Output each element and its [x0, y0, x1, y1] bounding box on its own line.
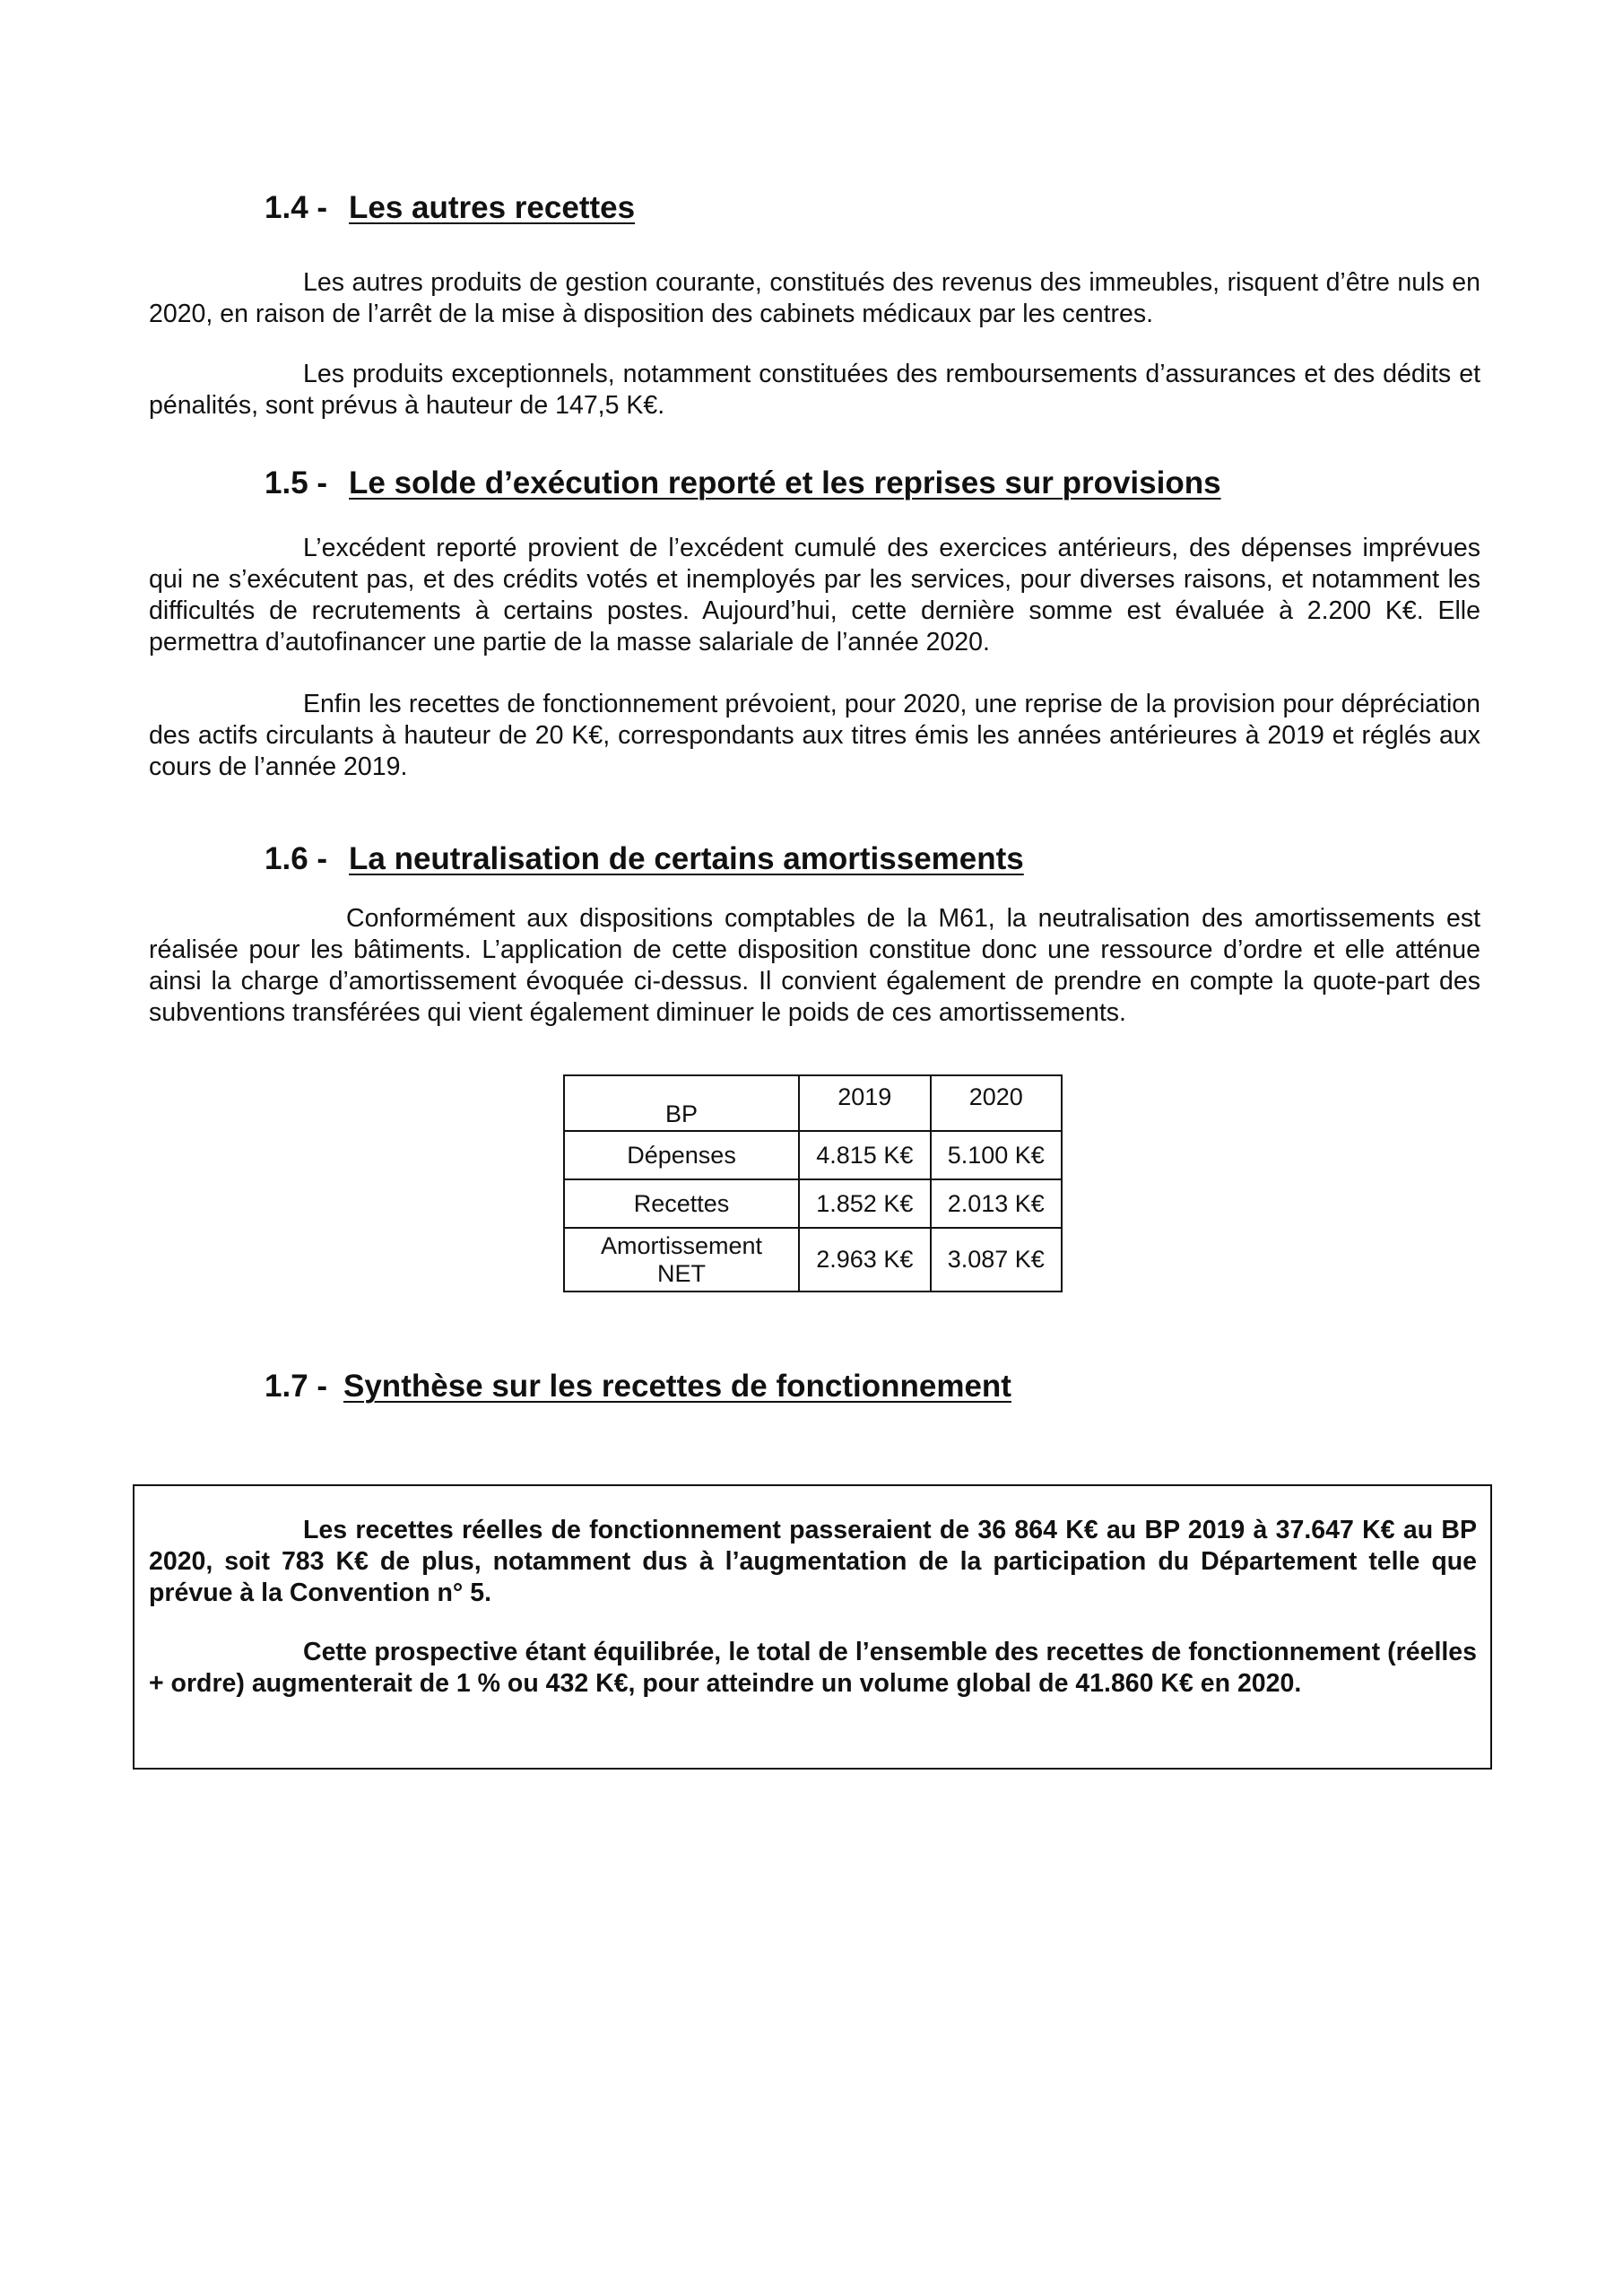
section-title: Synthèse sur les recettes de fonctionnement [343, 1369, 1011, 1404]
paragraph: Les autres produits de gestion courante, constitués des revenus des immeubles, risquent d’être nuls en 2020, en raison de l’arrêt de la mise à disposition des cabinets médicaux par les centres. [149, 268, 1480, 328]
table-header-cell: 2019 [799, 1075, 930, 1131]
table-header-cell: 2020 [931, 1075, 1062, 1131]
section-heading-1-5 [265, 465, 1221, 501]
section-number: 1.6 - [265, 841, 328, 876]
table-cell: Amortissement NET [564, 1228, 799, 1292]
table-cell: Recettes [564, 1179, 799, 1228]
section-title: La neutralisation de certains amortissements [349, 841, 1024, 876]
bp-table [563, 1074, 1063, 1292]
table-cell: 5.100 K€ [931, 1131, 1062, 1179]
summary-paragraph: Cette prospective étant équilibrée, le total de l’ensemble des recettes de fonctionnement (réelles + ordre) augmenterait de 1 % ou 432 K€, pour atteindre un volume global de 41.860 K€ en 2020. [149, 1638, 1477, 1698]
paragraph: L’excédent reporté provient de l’excédent cumulé des exercices antérieurs, des dépenses imprévues qui ne s’exécutent pas, et des crédits votés et inemployés par les services, pour diverses raisons, et notamment les difficultés de recrutements à certains postes. Aujourd’hui, cette dernière somme est évaluée à 2.200 K€. Elle permettra d’autofinancer une partie de la masse salariale de l’année 2020. [149, 534, 1480, 657]
table-cell: 2.013 K€ [931, 1179, 1062, 1228]
section-heading-1-6 [265, 841, 1024, 877]
paragraph: Conformément aux dispositions comptables de la M61, la neutralisation des amortissements est réalisée pour les bâtiments. L’application de cette disposition constitue donc une ressource d’ordre et elle atténue ainsi la charge d’amortissement évoquée ci-dessus. Il convient également de prendre en compte la quote-part des subventions transférées qui vient également diminuer le poids de ces amortissements. [149, 904, 1480, 1027]
table-cell: 4.815 K€ [799, 1131, 930, 1179]
paragraph: Les produits exceptionnels, notamment constituées des remboursements d’assurances et des dédits et pénalités, sont prévus à hauteur de 147,5 K€. [149, 360, 1480, 420]
paragraph: Enfin les recettes de fonctionnement prévoient, pour 2020, une reprise de la provision pour dépréciation des actifs circulants à hauteur de 20 K€, correspondants aux titres émis les années antérieures à 2019 et réglés aux cours de l’année 2019. [149, 690, 1480, 781]
section-number: 1.7 - [265, 1369, 328, 1404]
section-title: Les autres recettes [349, 190, 636, 225]
table-cell: 2.963 K€ [799, 1228, 930, 1292]
table-row [564, 1179, 1062, 1228]
table-row [564, 1228, 1062, 1292]
section-heading-1-7 [265, 1369, 1011, 1405]
table-row [564, 1131, 1062, 1179]
table-cell: 1.852 K€ [799, 1179, 930, 1228]
section-heading-1-4 [265, 190, 635, 226]
table-cell: Dépenses [564, 1131, 799, 1179]
table-header-row [564, 1075, 1062, 1131]
summary-box [133, 1484, 1492, 1770]
section-number: 1.5 - [265, 465, 328, 500]
section-title: Le solde d’exécution reporté et les reprises sur provisions [349, 465, 1221, 500]
table-header-cell: BP [564, 1075, 799, 1131]
section-number: 1.4 - [265, 190, 328, 225]
table-cell: 3.087 K€ [931, 1228, 1062, 1292]
summary-paragraph: Les recettes réelles de fonctionnement passeraient de 36 864 K€ au BP 2019 à 37.647 K€ au BP 2020, soit 783 K€ de plus, notamment dus à l’augmentation de la participation du Département telle que prévue à la Convention n° 5. [149, 1516, 1477, 1607]
